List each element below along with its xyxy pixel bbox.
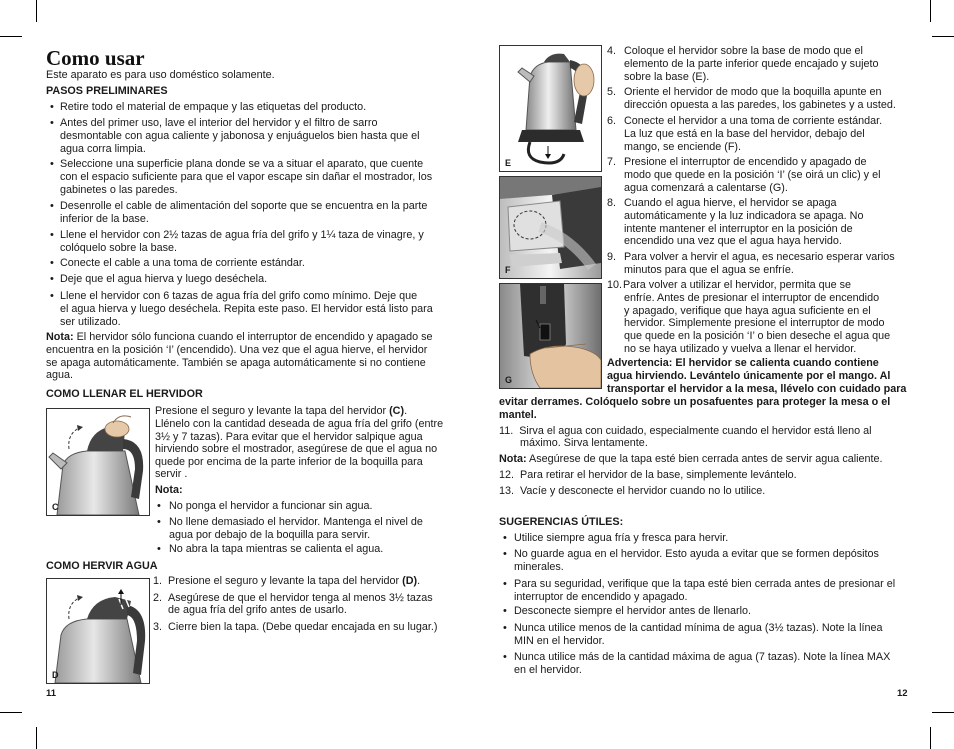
step-number: 3. xyxy=(153,621,163,633)
pasos-item-line: Antes del primer uso, lave el interior del hervidor y el filtro de sarro xyxy=(60,117,378,129)
figure-g-power-switch xyxy=(499,283,602,389)
bullet-dot: • xyxy=(157,500,161,512)
nota-block xyxy=(46,331,433,344)
advertencia-line: agua hirviendo. Levántelo únicamente por el mango. Al xyxy=(607,370,891,382)
step-text-line: minutos para que el agua se enfríe. xyxy=(624,263,794,276)
step-number: 13. xyxy=(499,485,515,497)
step-number: 12. xyxy=(499,469,515,481)
hervir-step-1: 1. Presione el seguro y levante la tapa del hervidor (D). xyxy=(153,575,421,587)
hervir-step-3 xyxy=(153,621,438,634)
sugerencias-heading: SUGERENCIAS ÚTILES: xyxy=(499,516,624,528)
step-text: Para retirar el hervidor de la base, simplemente levántelo. xyxy=(520,469,797,481)
figure-label: G xyxy=(505,375,513,385)
step-text-line: automáticamente y la luz indicadora se apaga. No xyxy=(624,209,864,222)
step-text-line: Cuando el agua hierve, el hervidor se apaga xyxy=(624,197,837,209)
pasos-item-line: Seleccione una superficie plana donde se va a situar el aparato, que cuente xyxy=(60,158,424,170)
bullet-dot: • xyxy=(50,117,54,129)
sugerencia-line: MIN en el hervidor. xyxy=(514,634,605,647)
sugerencia-line: No guarde agua en el hervidor. Esto ayuda a evitar que se formen depósitos xyxy=(514,548,879,560)
pasos-item-line: con el espacio suficiente para que el vapor escape sin dañar el mostrador, los xyxy=(60,170,433,183)
llenar-note-line: agua por debajo de la boquilla para servir. xyxy=(169,528,371,541)
bullet-dot: • xyxy=(157,543,161,555)
base-light-illustration xyxy=(500,177,601,278)
step-text-line: modo que quede en la posición ‘I’ (se oirá un clic) y el xyxy=(624,168,881,181)
pasos-item-line: agua corra limpia. xyxy=(60,142,146,155)
kettle-illustration xyxy=(47,579,149,683)
pasos-item-line: el agua hierva y luego deséchela. Repita este paso. El hervidor está listo para xyxy=(60,302,433,315)
step-text: Vacíe y desconecte el hervidor cuando no lo utilice. xyxy=(520,485,766,497)
sugerencia-line: Nunca utilice menos de la cantidad mínima de agua (3½ tazas). Note la línea xyxy=(514,622,883,634)
step-text-line: Para volver a hervir el agua, es necesario esperar varios xyxy=(624,251,895,263)
bullet-dot: • xyxy=(503,532,507,544)
step-number: 4. xyxy=(607,45,617,57)
step-text-line: no se haya utilizado y vuelva a llenar el hervidor. xyxy=(624,343,857,355)
pasos-item-line: inferior de la base. xyxy=(60,212,149,225)
bullet-dot: • xyxy=(50,290,54,302)
step-text-line: Coloque el hervidor sobre la base de modo que el xyxy=(624,45,863,57)
pasos-item-line: Retire todo el material de empaque y las etiquetas del producto. xyxy=(60,101,367,113)
nota-label: Nota: xyxy=(46,331,74,343)
figure-label: D xyxy=(52,670,59,680)
step-text-line: que quede en la posición ‘I’ o bien deseche el agua que xyxy=(624,330,891,343)
figure-c-kettle-open-lid xyxy=(46,408,150,516)
step-text-line: mango, se enciende (F). xyxy=(624,140,742,153)
right-page xyxy=(477,0,954,749)
step-number: 1. xyxy=(153,575,163,587)
step-text-line: sobre la base (E). xyxy=(624,70,710,83)
step-number: 8. xyxy=(607,197,617,209)
step-number: 5. xyxy=(607,86,617,98)
switch-illustration xyxy=(500,284,601,388)
step-number: 9. xyxy=(607,251,617,263)
step-text-line: Oriente el hervidor de modo que la boquilla apunte en xyxy=(624,86,882,98)
nota-line: se apaga automáticamente. También se apaga automáticamente si no contiene xyxy=(46,357,426,369)
llenar-line: Llénelo con la cantidad deseada de agua fría del grifo (entre xyxy=(155,418,444,430)
advertencia-line: Advertencia: El hervidor se calienta cuando contiene xyxy=(607,357,879,369)
bullet-dot: • xyxy=(503,651,507,663)
step-12 xyxy=(499,469,797,482)
bullet-dot: • xyxy=(50,229,54,241)
bullet-dot: • xyxy=(50,273,54,285)
sugerencia-line: minerales. xyxy=(514,560,564,573)
llenar-line: Presione el seguro y levante la tapa del hervidor (C). xyxy=(155,405,408,417)
llenar-line: 3½ y 7 tazas). Para evitar que el hervidor salpique agua xyxy=(155,431,423,443)
nota-line: agua. xyxy=(46,369,74,381)
step-text-line: intente mantener el interruptor en la posición de xyxy=(624,222,853,235)
step-text-line: encendido una vez que el agua haya hervido. xyxy=(624,235,842,248)
pasos-item-line: gabinetes o las paredes. xyxy=(60,183,178,196)
figure-label: C xyxy=(52,502,59,512)
llenar-note-line: No llene demasiado el hervidor. Mantenga el nivel de xyxy=(169,516,423,528)
pasos-item-line: Deje que el agua hierva y luego deséchela. xyxy=(60,273,268,285)
pasos-item-line: colóquelo sobre la base. xyxy=(60,241,178,254)
step-number: 2. xyxy=(153,592,163,604)
figure-label: E xyxy=(505,158,512,168)
kettle-illustration xyxy=(500,46,601,171)
step-text-line: La luz que está en la base del hervidor, debajo del xyxy=(624,127,865,140)
sugerencia-line: en el hervidor. xyxy=(514,663,582,676)
advertencia-line: mantel. xyxy=(499,409,537,421)
llenar-line: quede por encima de la parte inferior de la boquilla para xyxy=(155,456,423,468)
pasos-item-line: Desenrolle el cable de alimentación del soporte que se encuentra en la parte xyxy=(60,200,428,212)
page-number: 12 xyxy=(897,688,908,699)
step-text: Presione el seguro y levante la tapa del hervidor xyxy=(168,575,403,587)
step-text-line: dirección opuesta a las paredes, los gabinetes y a usted. xyxy=(624,98,896,111)
advertencia-line: evitar derrames. Colóquelo sobre un posafuentes para proteger la mesa o el xyxy=(499,396,891,408)
step-text: Sirva el agua con cuidado, especialmente cuando el hervidor está lleno al xyxy=(519,425,872,437)
page-number: 11 xyxy=(46,688,57,699)
step-text: Asegúrese de que el hervidor tenga al menos 3½ tazas xyxy=(168,592,433,604)
step-text-line: enfríe. Antes de presionar el interruptor de encendido xyxy=(624,291,880,304)
llenar-note-line: No ponga el hervidor a funcionar sin agua. xyxy=(169,500,373,512)
kettle-illustration xyxy=(47,409,149,515)
step-text-line: y apagado, verifique que haya agua suficiente en el xyxy=(624,304,871,317)
figure-ref-d: (D) xyxy=(402,575,418,587)
intro-text: Este aparato es para uso doméstico solamente. xyxy=(46,69,275,81)
step-text-line: agua comenzará a calentarse (G). xyxy=(624,181,788,194)
pasos-item-line: desmontable con agua caliente y jabonosa y enjuáguelos bien hasta que el xyxy=(60,129,420,142)
pasos-heading: PASOS PRELIMINARES xyxy=(46,85,168,97)
nota-line: encuentra en la posición ‘I’ (encendido). Una vez que el agua hierve, el hervidor xyxy=(46,344,428,356)
step-number: 11. xyxy=(499,425,514,437)
sugerencia-line: interruptor de encendido y apagado. xyxy=(514,590,688,603)
nota-text: Asegúrese de que la tapa esté bien cerrada antes de servir agua caliente. xyxy=(526,453,883,465)
figure-ref-c: (C) xyxy=(389,405,405,417)
bullet-dot: • xyxy=(50,158,54,170)
sugerencia-line: Nunca utilice más de la cantidad máxima de agua (7 tazas). Note la línea MAX xyxy=(514,651,891,663)
bullet-dot: • xyxy=(503,548,507,560)
page-title: Como usar xyxy=(46,46,145,70)
bullet-dot: • xyxy=(50,200,54,212)
step-number: 10. xyxy=(607,279,623,291)
step-13 xyxy=(499,485,765,498)
bullet-dot: • xyxy=(157,516,161,528)
step-text-line: hervidor. Simplemente presione el interruptor de modo xyxy=(624,317,885,330)
figure-d-kettle-lid-latch xyxy=(46,578,150,684)
figure-e-kettle-on-base xyxy=(499,45,602,172)
bullet-dot: • xyxy=(503,578,507,590)
bullet-dot: • xyxy=(50,257,54,269)
step-number: 6. xyxy=(607,115,617,127)
llenar-line: servir . xyxy=(155,468,188,480)
nota-line: El hervidor sólo funciona cuando el interruptor de encendido y apagado se xyxy=(73,331,433,343)
step-text-line: Para volver a utilizar el hervidor, permita que se xyxy=(623,279,852,291)
step-text: Cierre bien la tapa. (Debe quedar encajada en su lugar.) xyxy=(168,621,438,633)
llenar-line: hirviendo sobre el mostrador, asegúrese de que el agua no xyxy=(155,443,438,455)
llenar-nota-label: Nota: xyxy=(155,484,183,496)
step-text-line: Conecte el hervidor a una toma de corriente estándar. xyxy=(624,115,883,127)
pasos-item-line: Llene el hervidor con 2½ tazas de agua fría del grifo y 1¼ taza de vinagre, y xyxy=(60,229,424,241)
hervir-step-2-cont: de agua fría del grifo antes de usarlo. xyxy=(168,604,347,616)
figure-f-base-indicator-light xyxy=(499,176,602,279)
sugerencia-line: Utilice siempre agua fría y fresca para hervir. xyxy=(514,532,729,544)
hervir-heading: COMO HERVIR AGUA xyxy=(46,560,158,572)
pasos-item-line: ser utilizado. xyxy=(60,315,121,328)
llenar-heading: COMO LLENAR EL HERVIDOR xyxy=(46,388,203,400)
nota-line xyxy=(499,453,883,466)
llenar-note-line: No abra la tapa mientras se calienta el agua. xyxy=(169,543,384,555)
bullet-dot: • xyxy=(503,605,507,617)
sugerencia-line: Para su seguridad, verifique que la tapa esté bien cerrada antes de presionar el xyxy=(514,578,896,590)
nota-label: Nota: xyxy=(499,453,527,465)
step-number: 7. xyxy=(607,156,617,168)
figure-label: F xyxy=(505,265,511,275)
pasos-item-line: Conecte el cable a una toma de corriente estándar. xyxy=(60,257,305,269)
step-text-line: elemento de la parte inferior quede encajado y sujeto xyxy=(624,57,879,70)
step-11-cont: máximo. Sirva lentamente. xyxy=(520,437,648,449)
sugerencia-line: Desconecte siempre el hervidor antes de llenarlo. xyxy=(514,605,752,617)
step-text-line: Presione el interruptor de encendido y apagado de xyxy=(624,156,867,168)
llenar-text: Presione el seguro y levante la tapa del hervidor xyxy=(155,405,390,417)
advertencia-line: transportar el hervidor a la mesa, llévelo con cuidado para xyxy=(607,383,907,395)
bullet-dot: • xyxy=(50,101,54,113)
pasos-item-line: Llene el hervidor con 6 tazas de agua fría del grifo como mínimo. Deje que xyxy=(60,290,418,302)
bullet-dot: • xyxy=(503,622,507,634)
